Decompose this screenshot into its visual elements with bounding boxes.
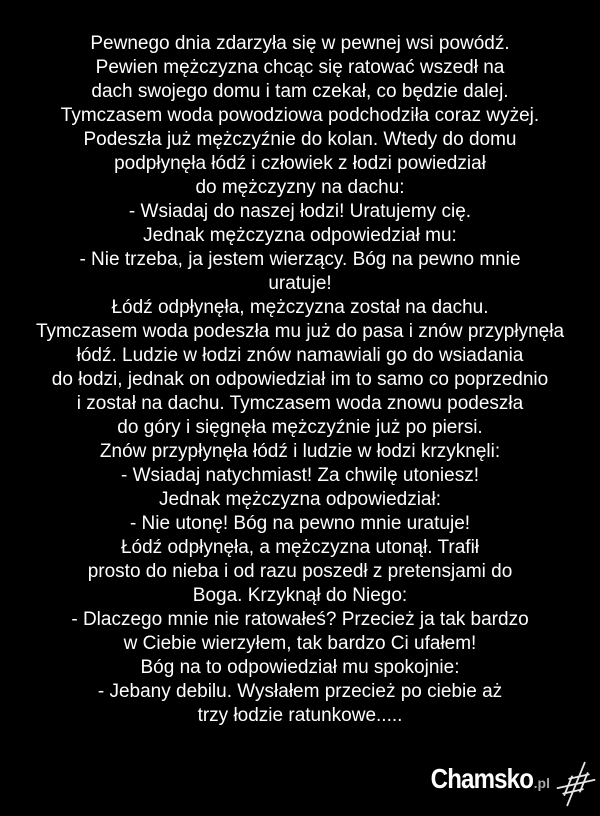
- meme-line: uratuje!: [268, 273, 332, 294]
- meme-line: Boga. Krzyknął do Niego:: [192, 585, 408, 606]
- rotated-hash-icon: [556, 754, 596, 810]
- meme-line: Łódź odpłynęła, mężczyzna został na dachu.: [111, 297, 489, 318]
- meme-text-block: [0, 32, 600, 728]
- meme-line: do łodzi, jednak on odpowiedział im to samo co poprzednio: [51, 369, 549, 390]
- meme-line: Jednak mężczyzna odpowiedział:: [159, 489, 441, 510]
- meme-line: - Wsiadaj do naszej łodzi! Uratujemy cię.: [128, 201, 472, 222]
- meme-line: podpłynęła łódź i człowiek z łodzi powiedział: [114, 153, 486, 174]
- meme-line: trzy łodzie ratunkowe.....: [197, 705, 403, 726]
- site-logo-text: [414, 763, 550, 795]
- meme-line: - Nie trzeba, ja jestem wierzący. Bóg na pewno mnie: [79, 249, 521, 270]
- meme-line: Pewnego dnia zdarzyła się w pewnej wsi powódź.: [90, 33, 510, 54]
- meme-line: Tymczasem woda podeszła mu już do pasa i znów przypłynęła: [35, 321, 565, 342]
- meme-line: dach swojego domu i tam czekał, co będzie dalej.: [91, 81, 509, 102]
- meme-line: Pewien mężczyzna chcąc się ratować wszedł na: [95, 57, 505, 78]
- meme-line: Znów przypłynęła łódź i ludzie w łodzi krzyknęli:: [99, 441, 501, 462]
- meme-line: prosto do nieba i od razu poszedł z pretensjami do: [87, 561, 513, 582]
- meme-line: do mężczyzny na dachu:: [195, 177, 405, 198]
- site-logo-tld: .pl: [533, 775, 550, 791]
- meme-line: łódź. Ludzie w łodzi znów namawiali go do wsiadania: [76, 345, 524, 366]
- meme-line: w Ciebie wierzyłem, tak bardzo Ci ufałem!: [123, 633, 477, 654]
- meme-line: Łódź odpłynęła, a mężczyzna utonął. Trafił: [120, 537, 480, 558]
- meme-line: - Dlaczego mnie nie ratowałeś? Przecież ja tak bardzo: [71, 609, 529, 630]
- site-logo: [414, 754, 596, 810]
- meme-line: - Wsiadaj natychmiast! Za chwilę utoniesz!: [121, 465, 479, 486]
- meme-line: Jednak mężczyzna odpowiedział mu:: [143, 225, 457, 246]
- meme-line: Bóg na to odpowiedział mu spokojnie:: [140, 657, 460, 678]
- meme-line: Tymczasem woda powodziowa podchodziła coraz wyżej.: [60, 105, 540, 126]
- meme-line: i został na dachu. Tymczasem woda znowu podeszła: [76, 393, 524, 414]
- meme-line: - Jebany debilu. Wysłałem przecież po ciebie aż: [97, 681, 503, 702]
- meme-line: Podeszła już mężczyźnie do kolan. Wtedy do domu: [83, 129, 517, 150]
- meme-line: - Nie utonę! Bóg na pewno mnie uratuje!: [129, 513, 471, 534]
- site-logo-name: Chamsko: [430, 763, 533, 794]
- meme-line: do góry i sięgnęła mężczyźnie już po piersi.: [117, 417, 483, 438]
